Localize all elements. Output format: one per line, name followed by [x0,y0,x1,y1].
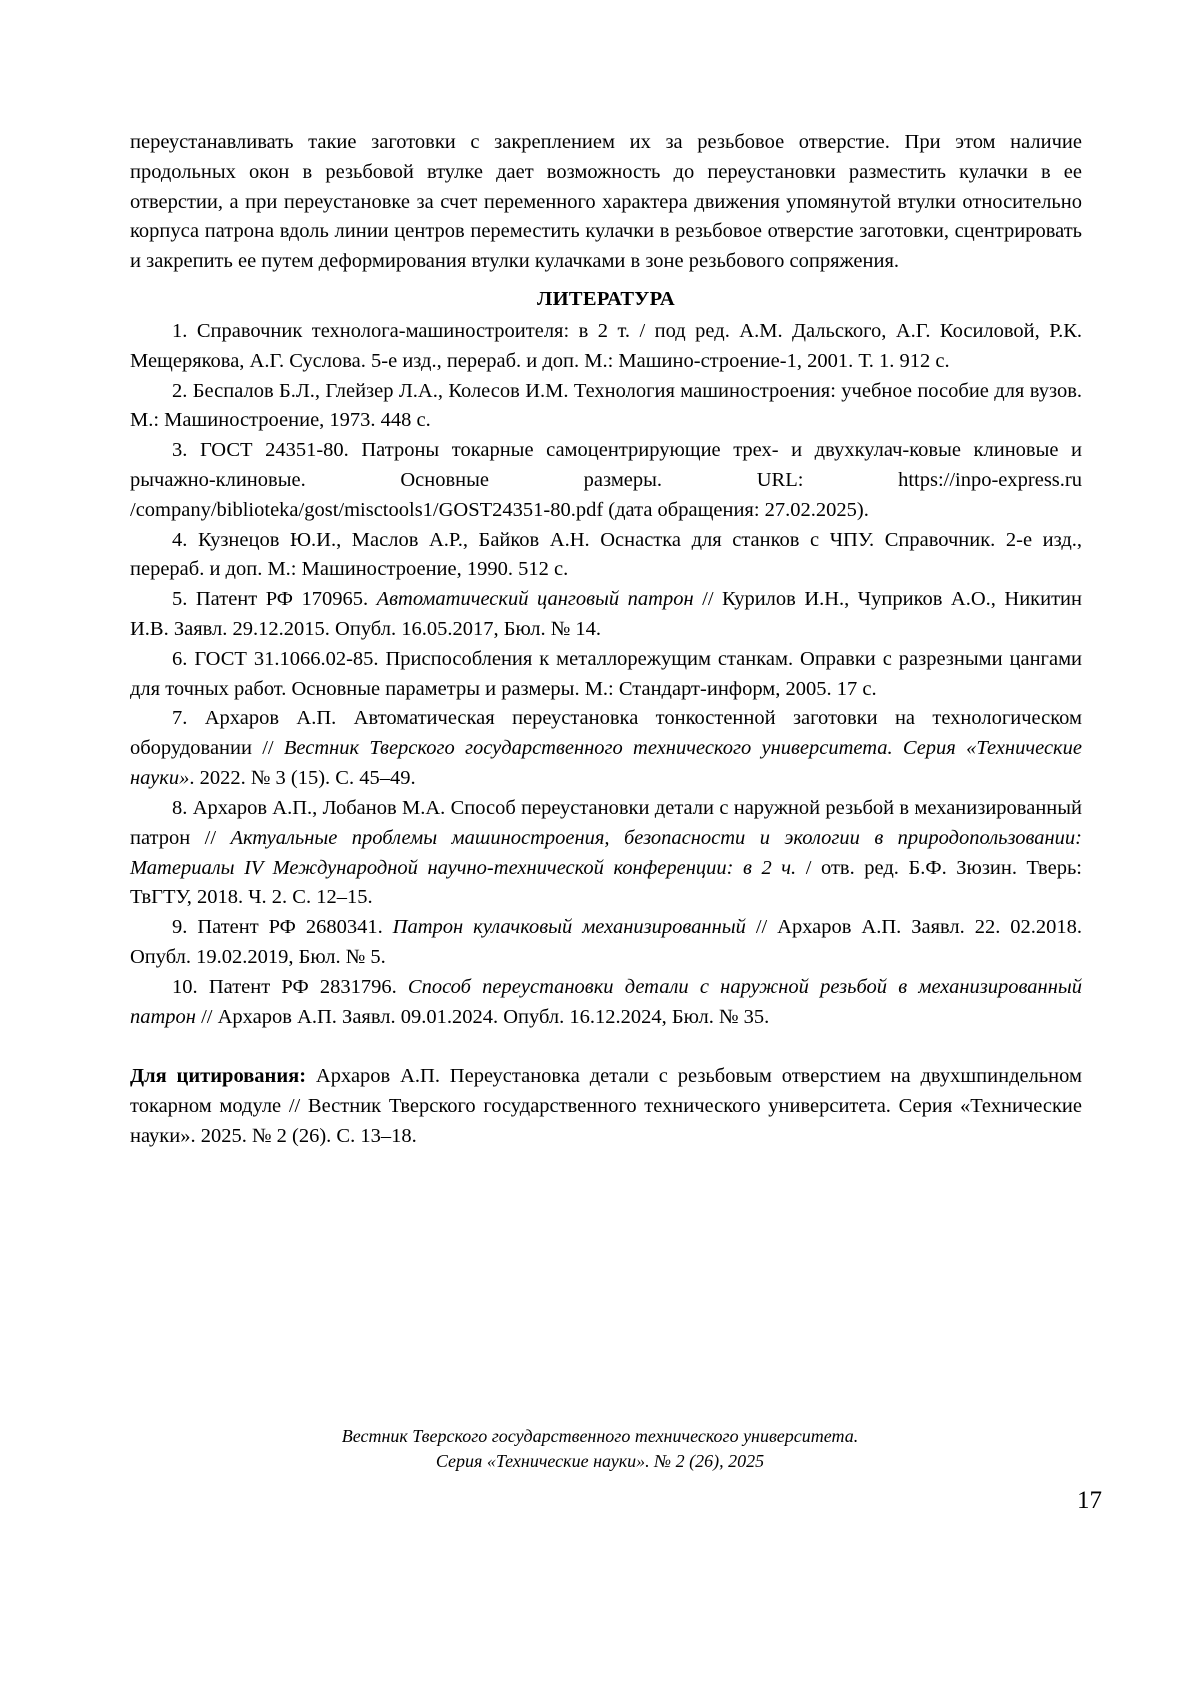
reference-text: Беспалов Б.Л., Глейзер Л.А., Колесов И.М. Технология машиностроения: учебное пособие для вузов. М.: Машиностроение, 1973. 448 с. [130,379,1082,432]
reference-number: 1. [172,319,197,342]
references-list [130,317,1082,1033]
intro-paragraph: переустанавливать такие заготовки с закреплением их за резьбовое отверстие. При этом наличие продольных окон в резьбовой втулке дает возможность до переустановки разместить кулачки в ее отверстии, а при переустановке за счет переменного характера движения упомянутой втулки относительно корпуса патрона вдоль линии центров переместить кулачки в резьбовое отверстие заготовки, сцентрировать и закрепить ее путем деформирования втулки кулачками в зоне резьбового сопряжения. [130,131,1082,273]
reference-item [130,645,1082,705]
reference-title-italic: Вестник Тверского государственного технического университета. Серия «Технические науки» [130,737,1082,790]
reference-text: // Курилов И.Н., Чуприков А.О., Никитин И.В. Заявл. 29.12.2015. Опубл. 16.05.2017, Бюл. № 14. [130,588,1083,640]
reference-title-italic: Актуальные проблемы машиностроения, безопасности и экологии в природопользовании: Материалы IV Международной научно-технической конференции: в 2 ч. [130,826,1082,879]
reference-text: Архаров А.П. Автоматическая переустановка тонкостенной заготовки на технологическом оборудовании // [130,707,1082,760]
reference-text: // Архаров А.П. Заявл. 09.01.2024. Опубл. 16.12.2024, Бюл. № 35. [195,1005,770,1028]
reference-title-italic: Патрон кулачковый механизированный [392,916,746,939]
reference-text: Патент РФ 2831796. [208,975,408,998]
reference-text: ГОСТ 24351-80. Патроны токарные самоцентрирующие трех- и двухкулач-ковые клиновые и рычажно-клиновые. Основные размеры. URL: https://inpo-express.ru /company/biblioteka/gost/misctools1/GOST24351-80.pdf (дата обращения: 27.02.2025). [130,439,1082,521]
page-footer [0,1424,1200,1474]
reference-text: . 2022. № 3 (15). С. 45–49. [189,767,416,790]
reference-item [130,317,1082,377]
reference-item [130,973,1082,1033]
reference-number: 8. [172,796,193,819]
reference-number: 7. [172,707,205,730]
footer-line-2: Серия «Технические науки». № 2 (26), 2025 [435,1450,765,1471]
reference-number: 2. [172,379,193,402]
reference-number: 5. [172,588,196,611]
reference-text: Справочник технолога-машиностроителя: в 2 т. / под ред. А.М. Дальского, А.Г. Косиловой, Р.К. Мещерякова, А.Г. Суслова. 5-е изд., перераб. и доп. М.: Машино-строение-1, 2001. Т. 1. 912 с. [130,319,1082,372]
references-heading: ЛИТЕРАТУРА [537,288,675,311]
reference-number: 3. [172,439,200,462]
reference-text: / отв. ред. Б.Ф. Зюзин. Тверь: ТвГТУ, 2018. Ч. 2. С. 12–15. [130,856,1083,909]
reference-item [130,913,1082,973]
reference-item [130,704,1082,793]
reference-text: Архаров А.П., Лобанов М.А. Способ переустановки детали с наружной резьбой в механизированный патрон // [130,796,1083,849]
reference-text: ГОСТ 31.1066.02-85. Приспособления к металлорежущим станкам. Оправки с разрезными цангами для точных работ. Основные параметры и размеры. М.: Стандарт-информ, 2005. 17 с. [130,647,1083,700]
reference-item [130,585,1082,645]
reference-text: Патент РФ 2680341. [197,916,393,939]
citation-text: Архаров А.П. Переустановка детали с резьбовым отверстием на двухшпиндельном токарном модуле // Вестник Тверского государственного технического университета. Серия «Технические науки». 2025. № 2 (26). С. 13–18. [130,1065,1082,1147]
reference-item [130,436,1082,525]
reference-number: 10. [172,975,209,998]
reference-text: Кузнецов Ю.И., Маслов А.Р., Байков А.Н. Оснастка для станков с ЧПУ. Справочник. 2-е изд., перераб. и доп. М.: Машиностроение, 1990. 512 с. [130,528,1083,581]
reference-number: 4. [172,528,198,551]
citation-block [130,1062,1082,1151]
reference-title-italic: Автоматический цанговый патрон [376,588,694,611]
reference-text: Патент РФ 170965. [195,588,377,611]
reference-text: // Архаров А.П. Заявл. 22. 02.2018. Опубл. 19.02.2019, Бюл. № 5. [130,916,1083,968]
article-body [130,128,1082,1152]
reference-number: 6. [172,647,195,670]
footer-line-1: Вестник Тверского государственного технического университета. [341,1426,859,1446]
citation-label: Для цитирования: [130,1065,307,1088]
reference-item [130,794,1082,913]
reference-title-italic: Способ переустановки детали с наружной резьбой в механизированный патрон [130,975,1082,1028]
reference-item [130,377,1082,437]
reference-number: 9. [172,916,198,939]
reference-item [130,526,1082,586]
page-number: 17 [1077,1487,1102,1514]
